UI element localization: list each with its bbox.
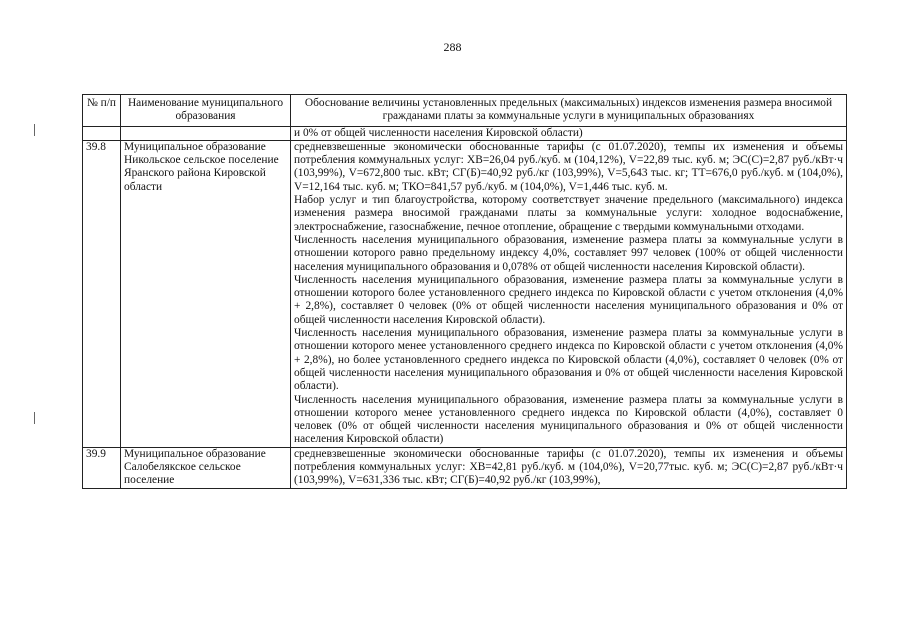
tariff-table [82,94,847,489]
margin-mark [34,124,35,136]
header-num: № п/п [83,95,121,127]
margin-mark [34,412,35,424]
justification-paragraph: Численность населения муниципального образования, изменение размера платы за коммунальные услуги в отношении которого менее установленного среднего индекса по Кировской области с учетом отклонения (4,0% + 2,8%), но более установленного среднего индекса по Кировской области (4,0%), составляет 0 человек (0% от общей численности населения муниципального образования и 0% от общей численности населения Кировской области). [294,327,843,393]
table-header-row [83,95,847,127]
row-number: 39.9 [83,447,121,488]
justification-paragraph: средневзвешенные экономически обоснованные тарифы (с 01.07.2020), темпы их изменения и объемы потребления коммунальных услуг: ХВ=42,81 руб./куб. м (104,0%), V=20,77тыс. куб. м; ЭС(С)=2,87 руб./кВт·ч (103,99%), V=631,336 тыс. кВт; СГ(Б)=40,92 руб./кг (103,99%), [294,447,843,487]
header-desc: Обоснование величины установленных предельных (максимальных) индексов изменения размера вносимой гражданами платы за коммунальные услуги в муниципальных образованиях [291,95,847,127]
header-name: Наименование муниципального образования [121,95,291,127]
page-number: 288 [443,40,462,54]
justification-cell [291,126,847,140]
justification-paragraph: Численность населения муниципального образования, изменение размера платы за коммунальные услуги в отношении которого менее установленного среднего индекса по Кировской области (4,0%), составляет 0 человек (0% от общей численности населения муниципального образования и 0% от общей численности населения Кировской области) [294,393,843,446]
justification-paragraph: и 0% от общей численности населения Кировской области) [294,126,583,139]
row-number [83,126,121,140]
justification-cell [291,447,847,488]
table-row [83,126,847,140]
municipality-name: Муниципальное образование Никольское сельское поселение Яранского района Кировской области [121,140,291,447]
municipality-name [121,126,291,140]
justification-paragraph: Численность населения муниципального образования, изменение размера платы за коммунальные услуги в отношении которого более установленного среднего индекса по Кировской области с учетом отклонения (4,0% + 2,8%), составляет 0 человек (0% от общей численности населения муниципального образования и 0% от общей численности населения Кировской области). [294,273,843,326]
row-number: 39.8 [83,140,121,447]
municipality-name: Муниципальное образование Салобелякское сельское поселение [121,447,291,488]
justification-paragraph: Численность населения муниципального образования, изменение размера платы за коммунальные услуги в отношении которого равно предельному индексу 4,0%, составляет 997 человек (100% от общей численности населения муниципального образования и 0,078% от общей численности населения Кировской области). [294,233,843,273]
table-body [83,126,847,488]
table-row [83,140,847,447]
justification-cell [291,140,847,447]
justification-paragraph: Набор услуг и тип благоустройства, которому соответствует значение предельного (максимального) индекса изменения размера вносимой гражданами платы за коммунальные услуги: холодное водоснабжение, электроснабжение, газоснабжение, печное отопление, обращение с твердыми коммунальными отходами. [294,194,843,233]
justification-paragraph: средневзвешенные экономически обоснованные тарифы (с 01.07.2020), темпы их изменения и объемы потребления коммунальных услуг: ХВ=26,04 руб./куб. м (104,12%), V=22,89 тыс. куб. м; ЭС(С)=2,87 руб./кВт·ч (103,99%), V=672,800 тыс. кВт; СГ(Б)=40,92 руб./кг (103,99%), V=5,643 тыс. кг; ТТ=676,0 руб./куб. м (104,0%), V=12,164 тыс. куб. м; ТКО=841,57 руб./куб. м (104,0%), V=1,446 тыс. куб. м. [294,140,843,193]
table-row [83,447,847,488]
